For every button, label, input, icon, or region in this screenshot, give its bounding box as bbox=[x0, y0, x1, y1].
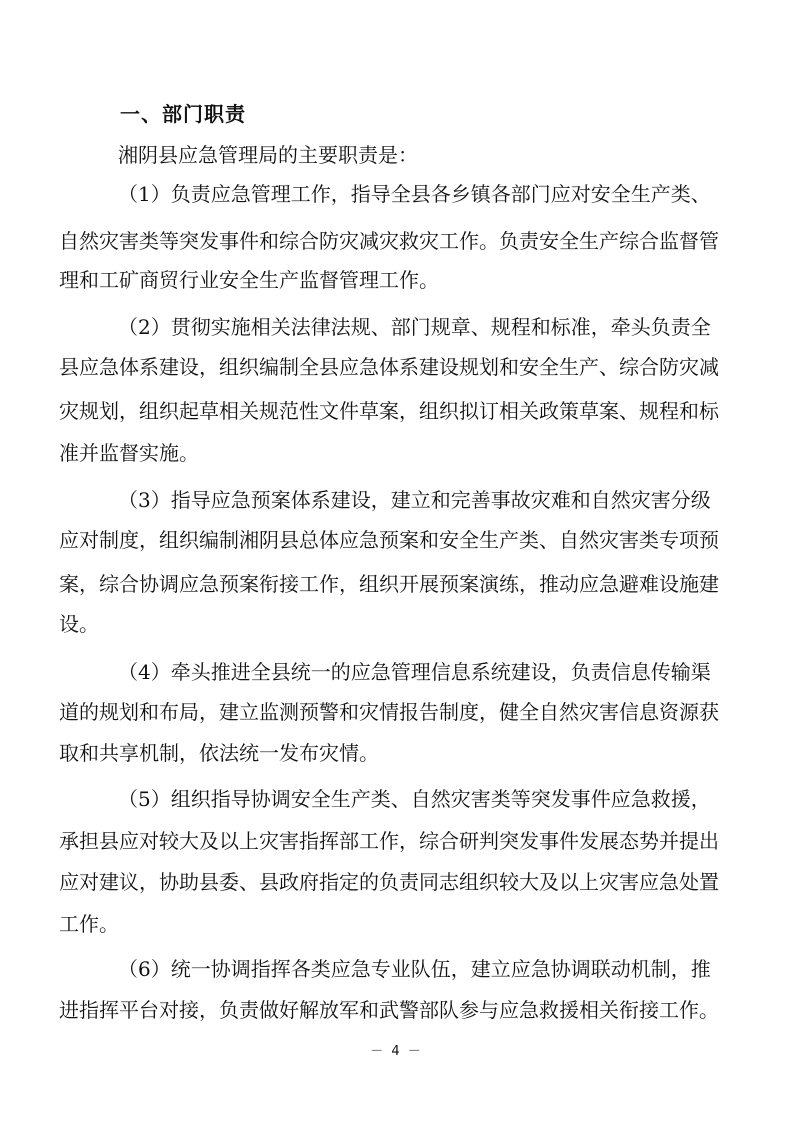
paragraph-line: （3）指导应急预案体系建设，建立和完善事故灾难和自然灾害分级 bbox=[118, 488, 711, 512]
paragraph-line: 设。 bbox=[59, 612, 99, 636]
paragraph-line: 理和工矿商贸行业安全生产监督管理工作。 bbox=[59, 268, 439, 292]
paragraph-line: 自然灾害类等突发事件和综合防灾减灾救灾工作。负责安全生产综合监督管 bbox=[59, 229, 719, 253]
paragraph-line: 进指挥平台对接，负责做好解放军和武警部队参与应急救援相关衔接工作。 bbox=[59, 998, 719, 1022]
paragraph-line: （6）统一协调指挥各类应急专业队伍，建立应急协调联动机制，推 bbox=[118, 957, 711, 981]
paragraph-line: 取和共享机制，依法统一发布灾情。 bbox=[59, 741, 379, 765]
paragraph-line: 应对建议，协助县委、县政府指定的负责同志组织较大及以上灾害应急处置 bbox=[59, 870, 719, 894]
paragraph-line: （4）牵头推进全县统一的应急管理信息系统建设，负责信息传输渠 bbox=[118, 660, 711, 684]
intro-line: 湘阴县应急管理局的主要职责是： bbox=[118, 143, 418, 167]
paragraph-line: 道的规划和布局，建立监测预警和灾情报告制度，健全自然灾害信息资源获 bbox=[59, 700, 719, 724]
paragraph-line: 应对制度，组织编制湘阴县总体应急预案和安全生产类、自然灾害类专项预 bbox=[59, 528, 719, 552]
paragraph-line: 县应急体系建设，组织编制全县应急体系建设规划和安全生产、综合防灾减 bbox=[59, 355, 719, 379]
paragraph-line: 工作。 bbox=[59, 912, 119, 936]
paragraph-line: （2）贯彻实施相关法律法规、部门规章、规程和标准，牵头负责全 bbox=[118, 315, 711, 339]
paragraph-line: 灾规划，组织起草相关规范性文件草案，组织拟订相关政策草案、规程和标 bbox=[59, 399, 719, 423]
paragraph-line: 准并监督实施。 bbox=[59, 441, 199, 465]
paragraph-line: 案，综合协调应急预案衔接工作，组织开展预案演练，推动应急避难设施建 bbox=[59, 572, 719, 596]
paragraph-line: （5）组织指导协调安全生产类、自然灾害类等突发事件应急救援， bbox=[118, 787, 711, 811]
section-heading: 一、部门职责 bbox=[120, 102, 246, 126]
paragraph-line: 承担县应对较大及以上灾害指挥部工作，综合研判突发事件发展态势并提出 bbox=[59, 829, 719, 853]
page-number: － 4 － bbox=[370, 1044, 423, 1059]
paragraph-line: （1）负责应急管理工作，指导全县各乡镇各部门应对安全生产类、 bbox=[118, 182, 711, 206]
